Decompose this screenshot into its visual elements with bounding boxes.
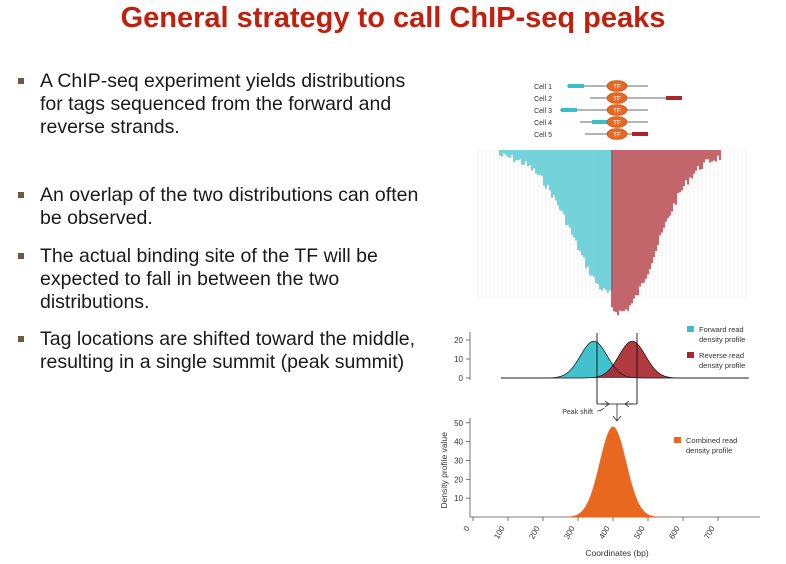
y-tick-label: 30 [454, 456, 463, 466]
legend-swatch-forward [687, 326, 694, 332]
x-tick-label: 0 [461, 524, 472, 533]
bullet-text: The actual binding site of the TF will be expected to fall in between the two distributions. [40, 245, 378, 313]
x-tick-label: 600 [667, 524, 682, 541]
forward-read [592, 120, 608, 124]
tf-label: TF [613, 95, 621, 103]
x-tick-label: 700 [702, 524, 717, 541]
legend-label-reverse: Reverse read density profile [699, 351, 746, 370]
x-tick-label: 400 [597, 524, 612, 541]
cell-label: Cell 5 [534, 132, 552, 139]
combined-density-chart [439, 418, 760, 558]
y-tick-label: 50 [454, 418, 463, 428]
tf-label: TF [613, 107, 621, 115]
y-tick-label: 0 [458, 374, 463, 383]
legend-swatch-combined [674, 437, 681, 443]
read-pileup [478, 150, 746, 315]
cell-row [534, 81, 648, 92]
legend-label-combined: Combined read density profile [686, 436, 738, 455]
cell-label: Cell 1 [534, 84, 552, 91]
slide-title: General strategy to call ChIP-seq peaks [120, 2, 666, 34]
legend-swatch-reverse [687, 352, 694, 358]
bullet-text: A ChIP-seq experiment yields distributions for tags sequenced from the forward and reverse strands. [40, 70, 406, 138]
cell-label: Cell 2 [534, 96, 552, 103]
cell-label: Cell 3 [534, 108, 552, 115]
y-tick-label: 20 [454, 475, 463, 485]
cell-row [534, 117, 648, 128]
peak-shift-label: Peak shift [562, 409, 593, 416]
tf-label: TF [613, 119, 621, 127]
cell-row [534, 93, 682, 104]
x-tick-label: 500 [632, 524, 647, 541]
x-tick-label: 200 [527, 524, 542, 541]
cell-diagram [534, 81, 682, 140]
bullet-text: Tag locations are shifted toward the middle, resulting in a single summit (peak summit) [40, 328, 416, 373]
legend-label-forward: Forward read density profile [699, 325, 746, 344]
cell-label: Cell 4 [534, 120, 552, 127]
cell-row [534, 129, 648, 140]
x-axis-ticks [462, 517, 718, 541]
reverse-read [632, 132, 648, 136]
forward-read [561, 108, 577, 112]
tf-label: TF [613, 83, 621, 91]
cell-row [534, 105, 648, 116]
y-tick-label: 10 [454, 494, 463, 504]
y-axis-ticks [454, 419, 470, 503]
forward-read [568, 84, 584, 88]
tf-label: TF [613, 131, 621, 139]
y-tick-label: 20 [454, 336, 463, 345]
y-axis-label: Density profile value [439, 432, 449, 509]
reverse-read [666, 96, 682, 100]
x-tick-label: 300 [562, 524, 577, 541]
bullet-text: An overlap of the two distributions can often be observed. [40, 184, 419, 229]
x-axis-label: Coordinates (bp) [585, 548, 649, 558]
strand-density-chart [454, 325, 749, 383]
x-tick-label: 100 [492, 524, 507, 541]
y-tick-label: 40 [454, 437, 463, 447]
y-tick-label: 10 [454, 355, 463, 364]
